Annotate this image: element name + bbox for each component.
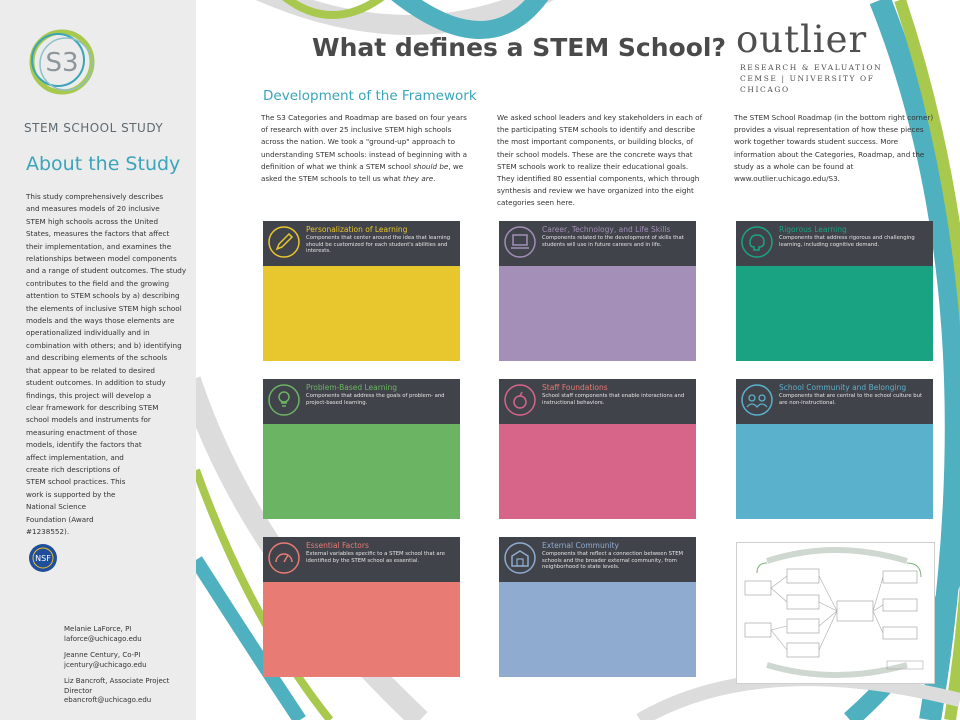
nsf-logo — [28, 543, 58, 573]
contact-email[interactable]: ebancroft@uchicago.edu — [64, 696, 152, 704]
about-text: This study comprehensively describes and measures models of 20 inclusive STEM high schools across the United States, measures the factors that affect their implementation, and examines the relationships between model components and a range of student outcomes. The study contributes to the field and the growing attention to STEM schools by a) describing the elements of inclusive STEM high school models and the ways those elements are operationalized individually and in combination with others; and b) identifying and describing elements of the schools that appear to be related to desired student outcomes. In addition to study findings, this project will develop a clear framework for describing STEM school models and instruments for measuring enactment of those models, identify the factors that affect implementation, and create rich descriptions of STEM school practices. This work is supported by the National Science Foundation (Award #1238552). — [26, 192, 187, 536]
nsf-logo-text: NSF — [35, 554, 51, 563]
card-color-block — [263, 424, 460, 519]
apple-icon — [503, 383, 537, 417]
card-color-block — [736, 266, 933, 361]
card-color-block — [499, 266, 696, 361]
building-icon — [503, 541, 537, 575]
s3-logo — [22, 22, 102, 102]
brain-icon — [740, 225, 774, 259]
outlier-logo-word: outlier — [736, 18, 868, 61]
contact-item — [64, 677, 199, 706]
category-card — [499, 379, 696, 519]
lightbulb-icon — [267, 383, 301, 417]
outlier-logo-line1: RESEARCH & EVALUATION — [740, 63, 883, 72]
category-card — [499, 537, 696, 677]
category-card — [263, 221, 460, 361]
stem-school-roadmap — [736, 542, 935, 684]
category-card — [263, 537, 460, 677]
framework-col-2: We asked school leaders and key stakeholders in each of the participating STEM schools to identify and describe the most important components, or building blocks, of their school models. These are the concrete ways that STEM schools work to realize their educational goals. They identified 80 essential components, which through synthesis and review we have organized into the eight categories seen here. — [497, 113, 703, 208]
category-card — [736, 379, 933, 519]
about-title: About the Study — [26, 153, 181, 175]
contact-item — [64, 651, 199, 670]
contact-email[interactable]: jcentury@uchicago.edu — [64, 660, 147, 669]
card-desc: Components that address the goals of problem- and project-based learning. — [306, 393, 445, 406]
card-title: External Community — [542, 541, 619, 550]
card-color-block — [736, 424, 933, 519]
sidebar — [0, 0, 196, 720]
page-title: What defines a STEM School? — [312, 33, 726, 62]
card-title: Staff Foundations — [542, 383, 608, 392]
contact-name: Melanie LaForce, PI — [64, 625, 132, 633]
contact-name: Jeanne Century, Co-PI — [64, 651, 141, 659]
card-title: School Community and Belonging — [779, 383, 907, 392]
card-title: Personalization of Learning — [306, 225, 408, 234]
card-desc: Components that center around the idea that learning should be customized for each student's abilities and interests. — [306, 235, 451, 255]
card-desc: Components that reflect a connection between STEM schools and the broader external community, from neighborhood to state levels. — [542, 551, 684, 571]
roadmap-diagram — [737, 543, 934, 683]
gauge-icon — [267, 541, 301, 575]
card-title: Problem-Based Learning — [306, 383, 398, 392]
card-color-block — [263, 582, 460, 677]
card-desc: Components that address rigorous and challenging learning, including cognitive demand. — [779, 235, 915, 248]
study-title: STEM SCHOOL STUDY — [24, 121, 164, 135]
people-icon — [740, 383, 774, 417]
pencil-icon — [267, 225, 301, 259]
card-desc: School staff components that enable interactions and instructional behaviors. — [542, 393, 685, 406]
card-title: Rigorous Learning — [779, 225, 847, 234]
framework-title: Development of the Framework — [263, 88, 477, 104]
contact-name: Liz Bancroft, Associate Project Director — [64, 677, 170, 695]
card-desc: Components related to the development of skills that students will use in future careers and in life. — [542, 235, 684, 248]
contacts — [64, 625, 199, 713]
category-card — [499, 221, 696, 361]
category-card — [736, 221, 933, 361]
card-desc: External variables specific to a STEM school that are identified by the STEM school as essential. — [306, 551, 445, 564]
laptop-icon — [503, 225, 537, 259]
s3-logo-text: S3 — [45, 48, 79, 78]
card-desc: Components that are central to the school culture but are non-instructional. — [779, 393, 923, 406]
outlier-logo — [736, 18, 916, 95]
outlier-logo-line2: CEMSE | UNIVERSITY OF CHICAGO — [740, 74, 875, 94]
card-color-block — [499, 424, 696, 519]
category-card — [263, 379, 460, 519]
card-title: Career, Technology, and Life Skills — [542, 225, 671, 234]
card-color-block — [499, 582, 696, 677]
card-color-block — [263, 266, 460, 361]
framework-col-1: The S3 Categories and Roadmap are based on four years of research with over 25 inclusive STEM high schools across the nation. We took a "ground-up" approach to understanding STEM schools: instead of beginning with a definition of what we think a STEM school should be, we asked the STEM schools to tell us what they are. — [261, 113, 468, 184]
contact-item — [64, 625, 199, 644]
framework-col-3: The STEM School Roadmap (in the bottom right corner) provides a visual representation of how these pieces work together towards student success. More information about the Categories, Roadmap, and the study as a whole can be found at www.outlier.uchicago.edu/S3. — [734, 113, 934, 184]
card-title: Essential Factors — [306, 541, 369, 550]
contact-email[interactable]: laforce@uchicago.edu — [64, 634, 142, 643]
